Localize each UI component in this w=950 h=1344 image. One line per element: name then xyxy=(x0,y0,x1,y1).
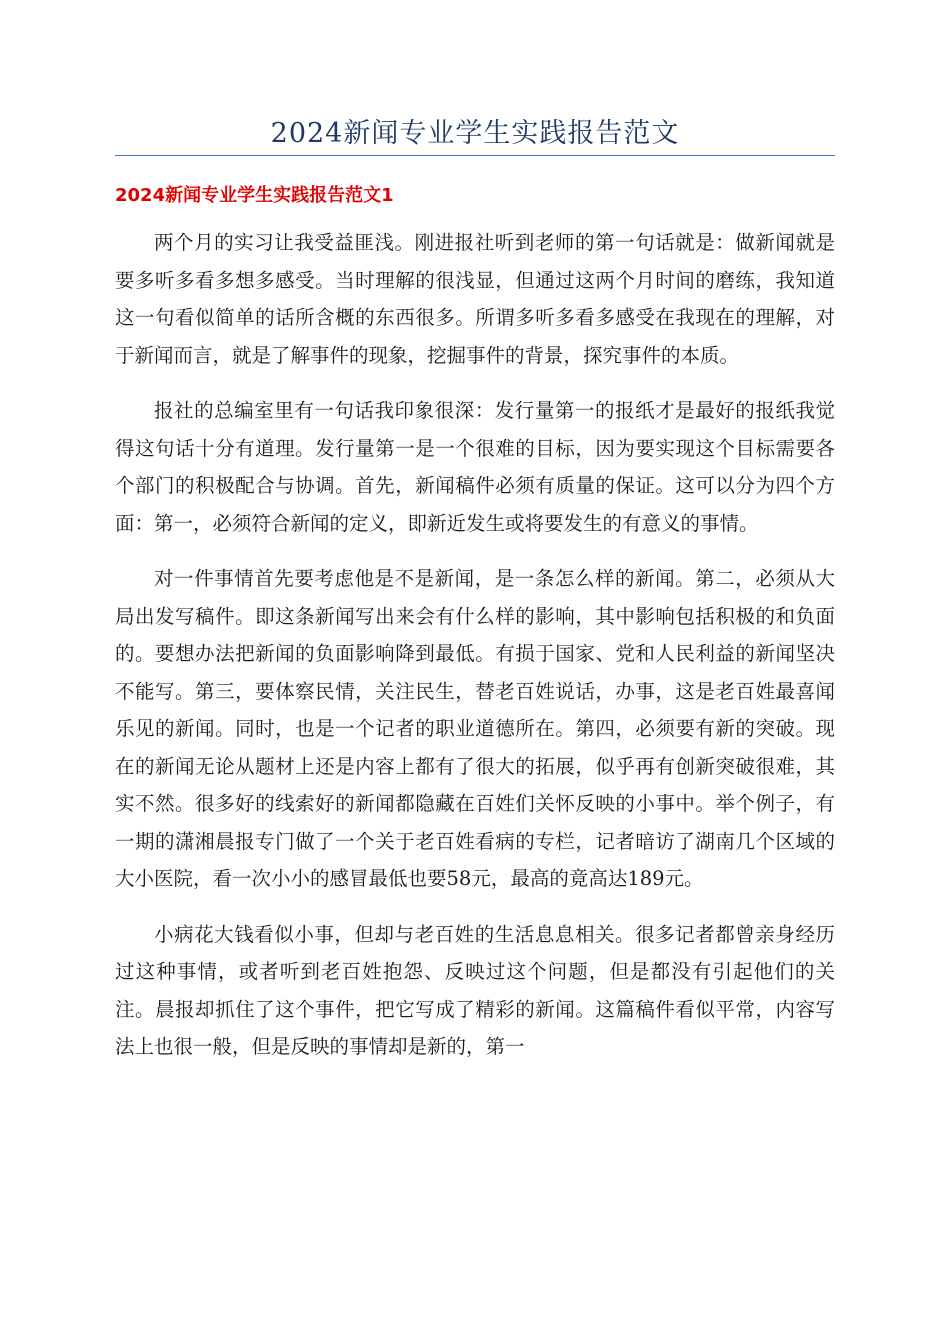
body-text xyxy=(115,224,835,1084)
paragraph: 对一件事情首先要考虑他是不是新闻，是一条怎么样的新闻。第二，必须从大局出发写稿件。即这条新闻写出来会有什么样的影响，其中影响包括积极的和负面的。要想办法把新闻的负面影响降到最低。有损于国家、党和人民利益的新闻坚决不能写。第三，要体察民情，关注民生，替老百姓说话，办事，这是老百姓最喜闻乐见的新闻。同时，也是一个记者的职业道德所在。第四，必须要有新的突破。现在的新闻无论从题材上还是内容上都有了很大的拓展，似乎再有创新突破很难，其实不然。很多好的线索好的新闻都隐藏在百姓们关怀反映的小事中。举个例子，有一期的潇湘晨报专门做了一个关于老百姓看病的专栏，记者暗访了湖南几个区域的大小医院，看一次小小的感冒最低也要58元，最高的竟高达189元。 xyxy=(115,567,835,890)
paragraph: 两个月的实习让我受益匪浅。刚进报社听到老师的第一句话就是：做新闻就是要多听多看多想多感受。当时理解的很浅显，但通过这两个月时间的磨练，我知道这一句看似简单的话所含概的东西很多。所谓多听多看多感受在我现在的理解，对于新闻而言，就是了解事件的现象，挖掘事件的背景，探究事件的本质。 xyxy=(115,231,835,367)
paragraph: 报社的总编室里有一句话我印象很深：发行量第一的报纸才是最好的报纸我觉得这句话十分有道理。发行量第一是一个很难的目标，因为要实现这个目标需要各个部门的积极配合与协调。首先，新闻稿件必须有质量的保证。这可以分为四个方面：第一，必须符合新闻的定义，即新近发生或将要发生的有意义的事情。 xyxy=(115,399,835,535)
title-underline xyxy=(115,155,835,156)
document-title: 2024新闻专业学生实践报告范文 xyxy=(270,118,680,149)
paragraph: 小病花大钱看似小事，但却与老百姓的生活息息相关。很多记者都曾亲身经历过这种事情，或者听到老百姓抱怨、反映过这个问题，但是都没有引起他们的关注。晨报却抓住了这个事件，把它写成了精彩的新闻。这篇稿件看似平常，内容写法上也很一般，但是反映的事情却是新的，第一 xyxy=(115,922,835,1058)
section-heading: 2024新闻专业学生实践报告范文1 xyxy=(115,185,394,206)
